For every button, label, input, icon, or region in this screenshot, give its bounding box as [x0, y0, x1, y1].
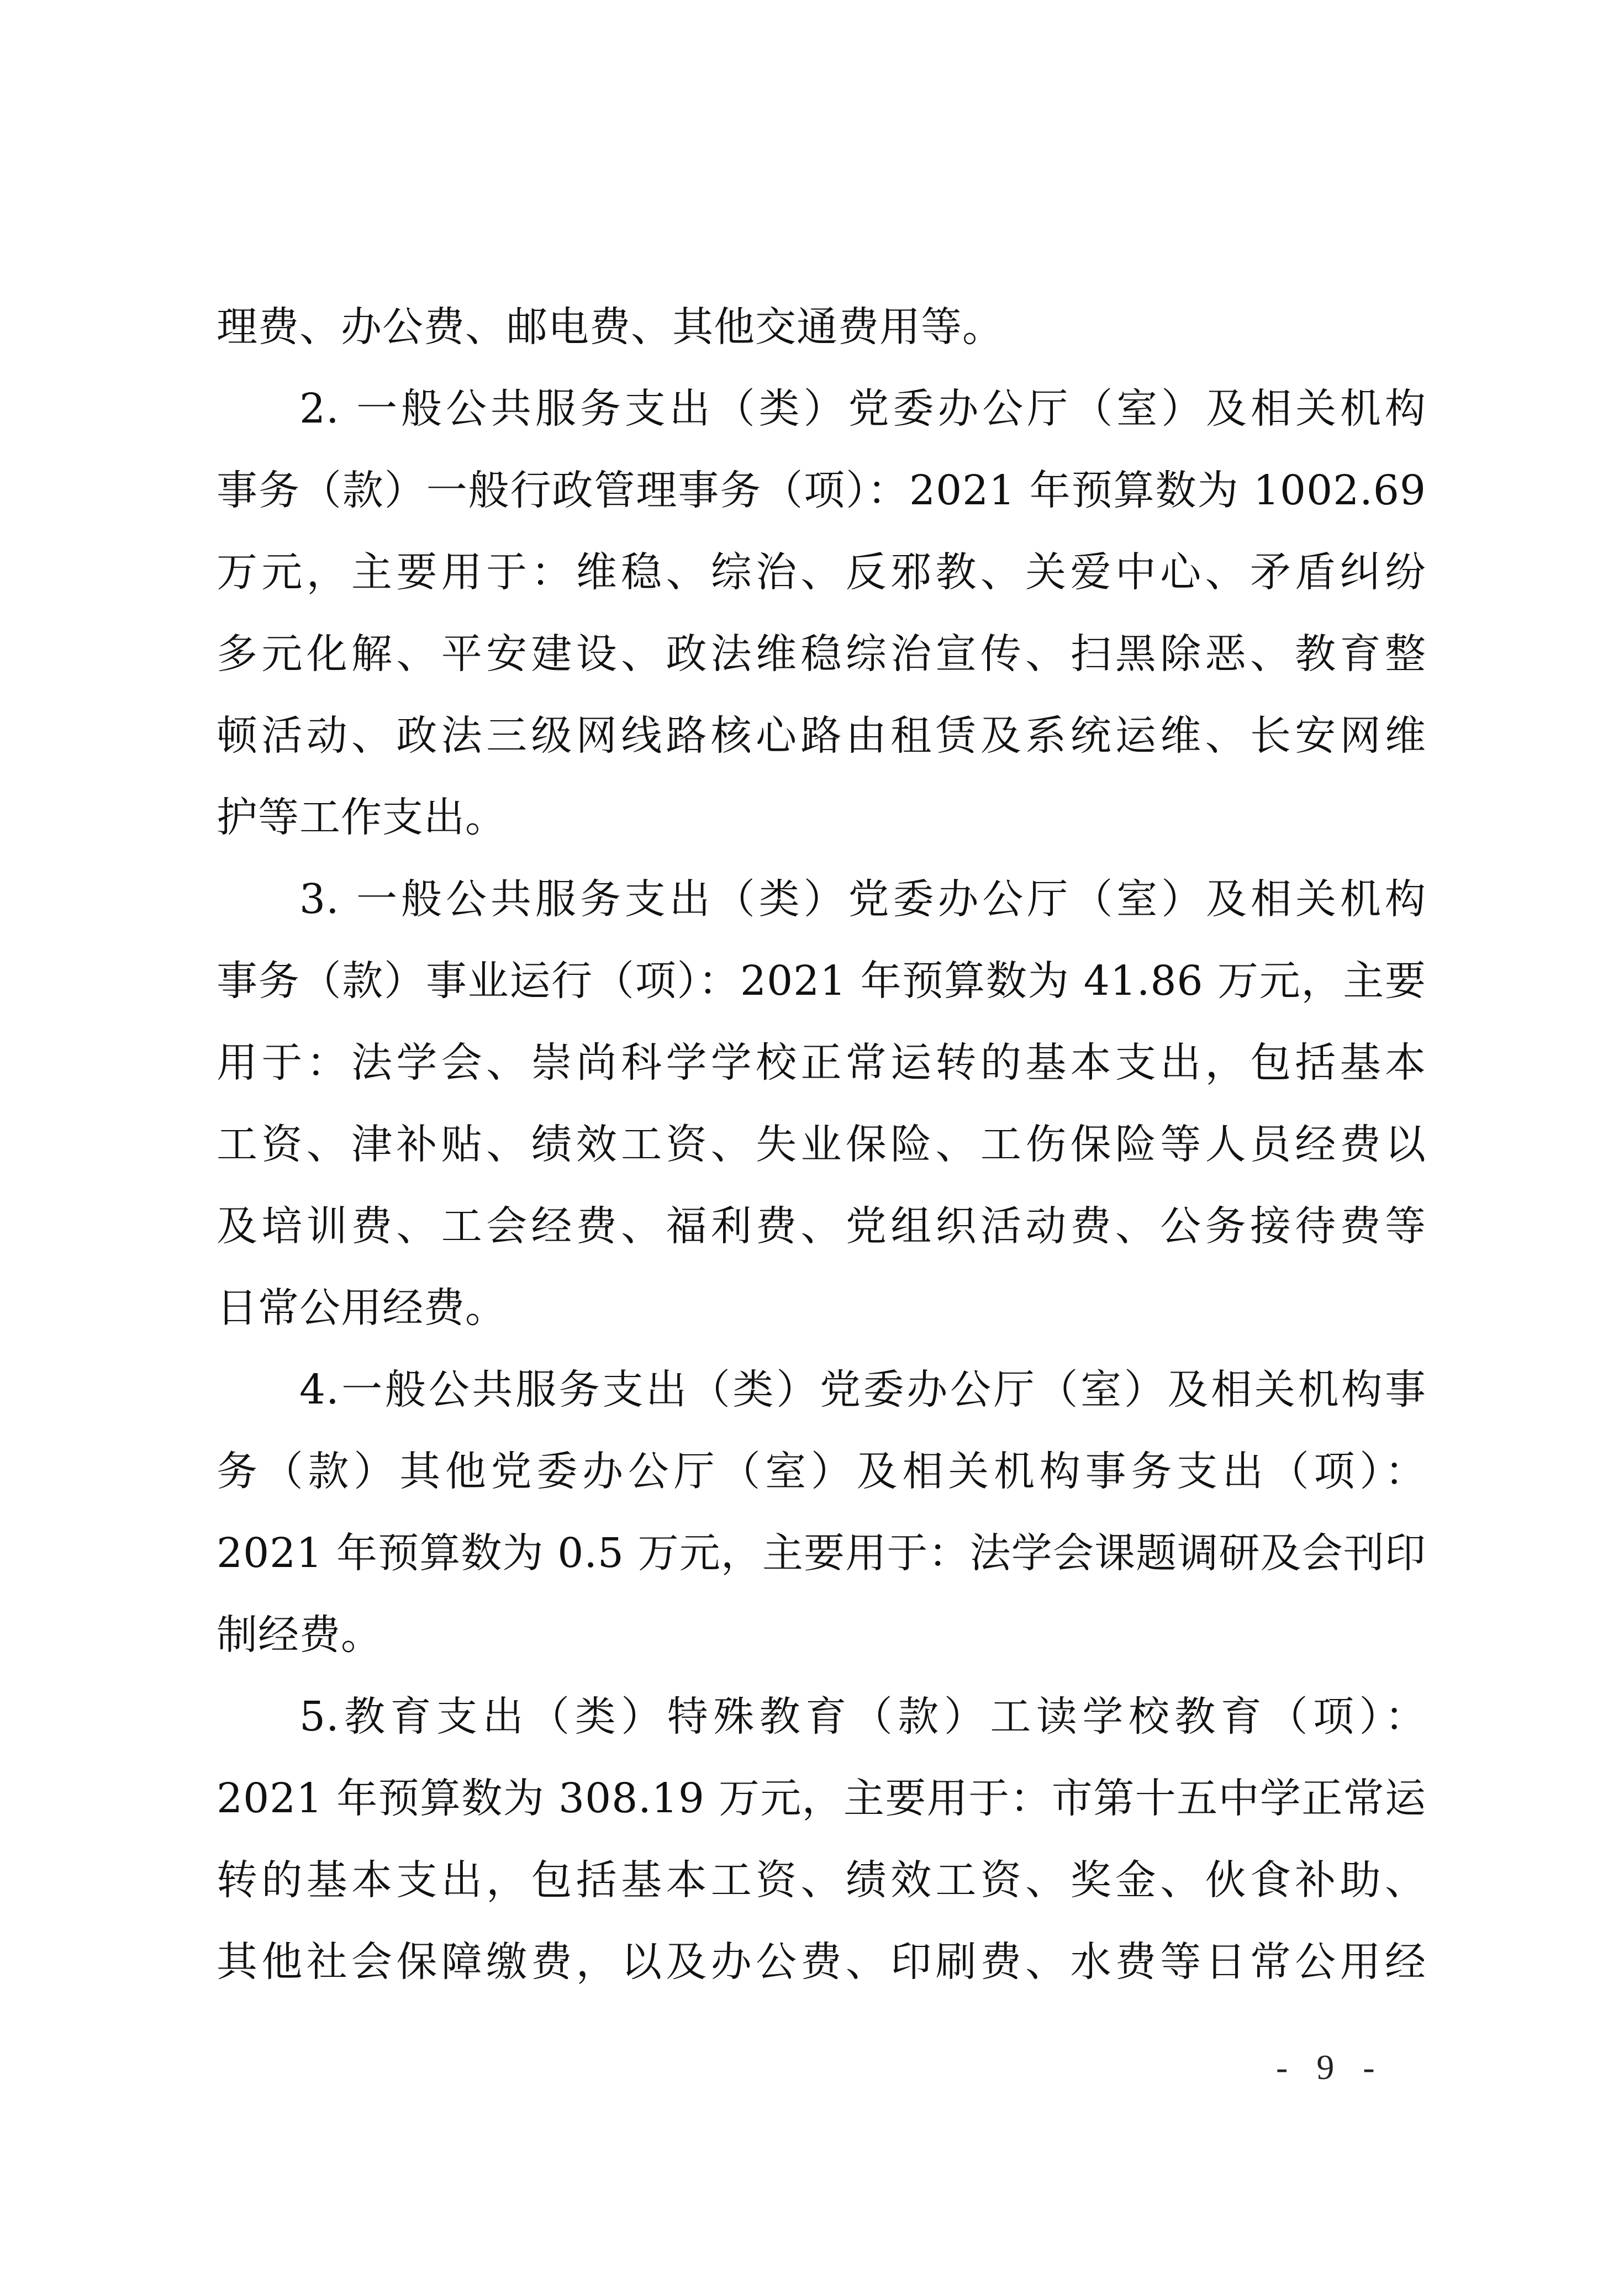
paragraph-5-heading: 5.教育支出（类）特殊教育（款）工读学校教育（项）：: [299, 1693, 1426, 1740]
text-line: 顿活动、政法三级网线路核心路由租赁及系统运维、长安网维: [217, 712, 1426, 759]
text-line: 事务（款）一般行政管理事务（项）：2021 年预算数为 1002.69: [217, 467, 1426, 514]
text-line: 工资、津补贴、绩效工资、失业保险、工伤保险等人员经费以: [217, 1121, 1426, 1168]
paragraph-2-heading: 2. 一般公共服务支出（类）党委办公厅（室）及相关机构: [299, 385, 1426, 432]
text-line: 制经费。: [217, 1611, 382, 1659]
page-number: - 9 -: [1276, 2048, 1385, 2087]
text-line: 2021 年预算数为 308.19 万元，主要用于：市第十五中学正常运: [217, 1775, 1426, 1822]
paragraph-3-heading: 3. 一般公共服务支出（类）党委办公厅（室）及相关机构: [299, 875, 1426, 923]
text-line: 万元，主要用于：维稳、综治、反邪教、关爱中心、矛盾纠纷: [217, 548, 1426, 596]
text-line: 日常公用经费。: [217, 1284, 507, 1332]
text-line: 理费、办公费、邮电费、其他交通费用等。: [217, 303, 1004, 351]
text-line: 务（款）其他党委办公厅（室）及相关机构事务支出（项）：: [217, 1448, 1426, 1495]
text-line: 转的基本支出，包括基本工资、绩效工资、奖金、伙食补助、: [217, 1856, 1426, 1904]
text-line: 事务（款）事业运行（项）：2021 年预算数为 41.86 万元，主要: [217, 957, 1426, 1005]
document-body: [217, 286, 1426, 2003]
text-line: 及培训费、工会经费、福利费、党组织活动费、公务接待费等: [217, 1202, 1426, 1250]
text-line: 用于：法学会、崇尚科学学校正常运转的基本支出，包括基本: [217, 1039, 1426, 1086]
text-line: 2021 年预算数为 0.5 万元，主要用于：法学会课题调研及会刊印: [217, 1529, 1426, 1577]
text-line: 多元化解、平安建设、政法维稳综治宣传、扫黑除恶、教育整: [217, 630, 1426, 678]
paragraph-4-heading: 4.一般公共服务支出（类）党委办公厅（室）及相关机构事: [299, 1366, 1426, 1413]
text-line: 护等工作支出。: [217, 794, 507, 841]
text-line: 其他社会保障缴费，以及办公费、印刷费、水费等日常公用经: [217, 1938, 1426, 1986]
